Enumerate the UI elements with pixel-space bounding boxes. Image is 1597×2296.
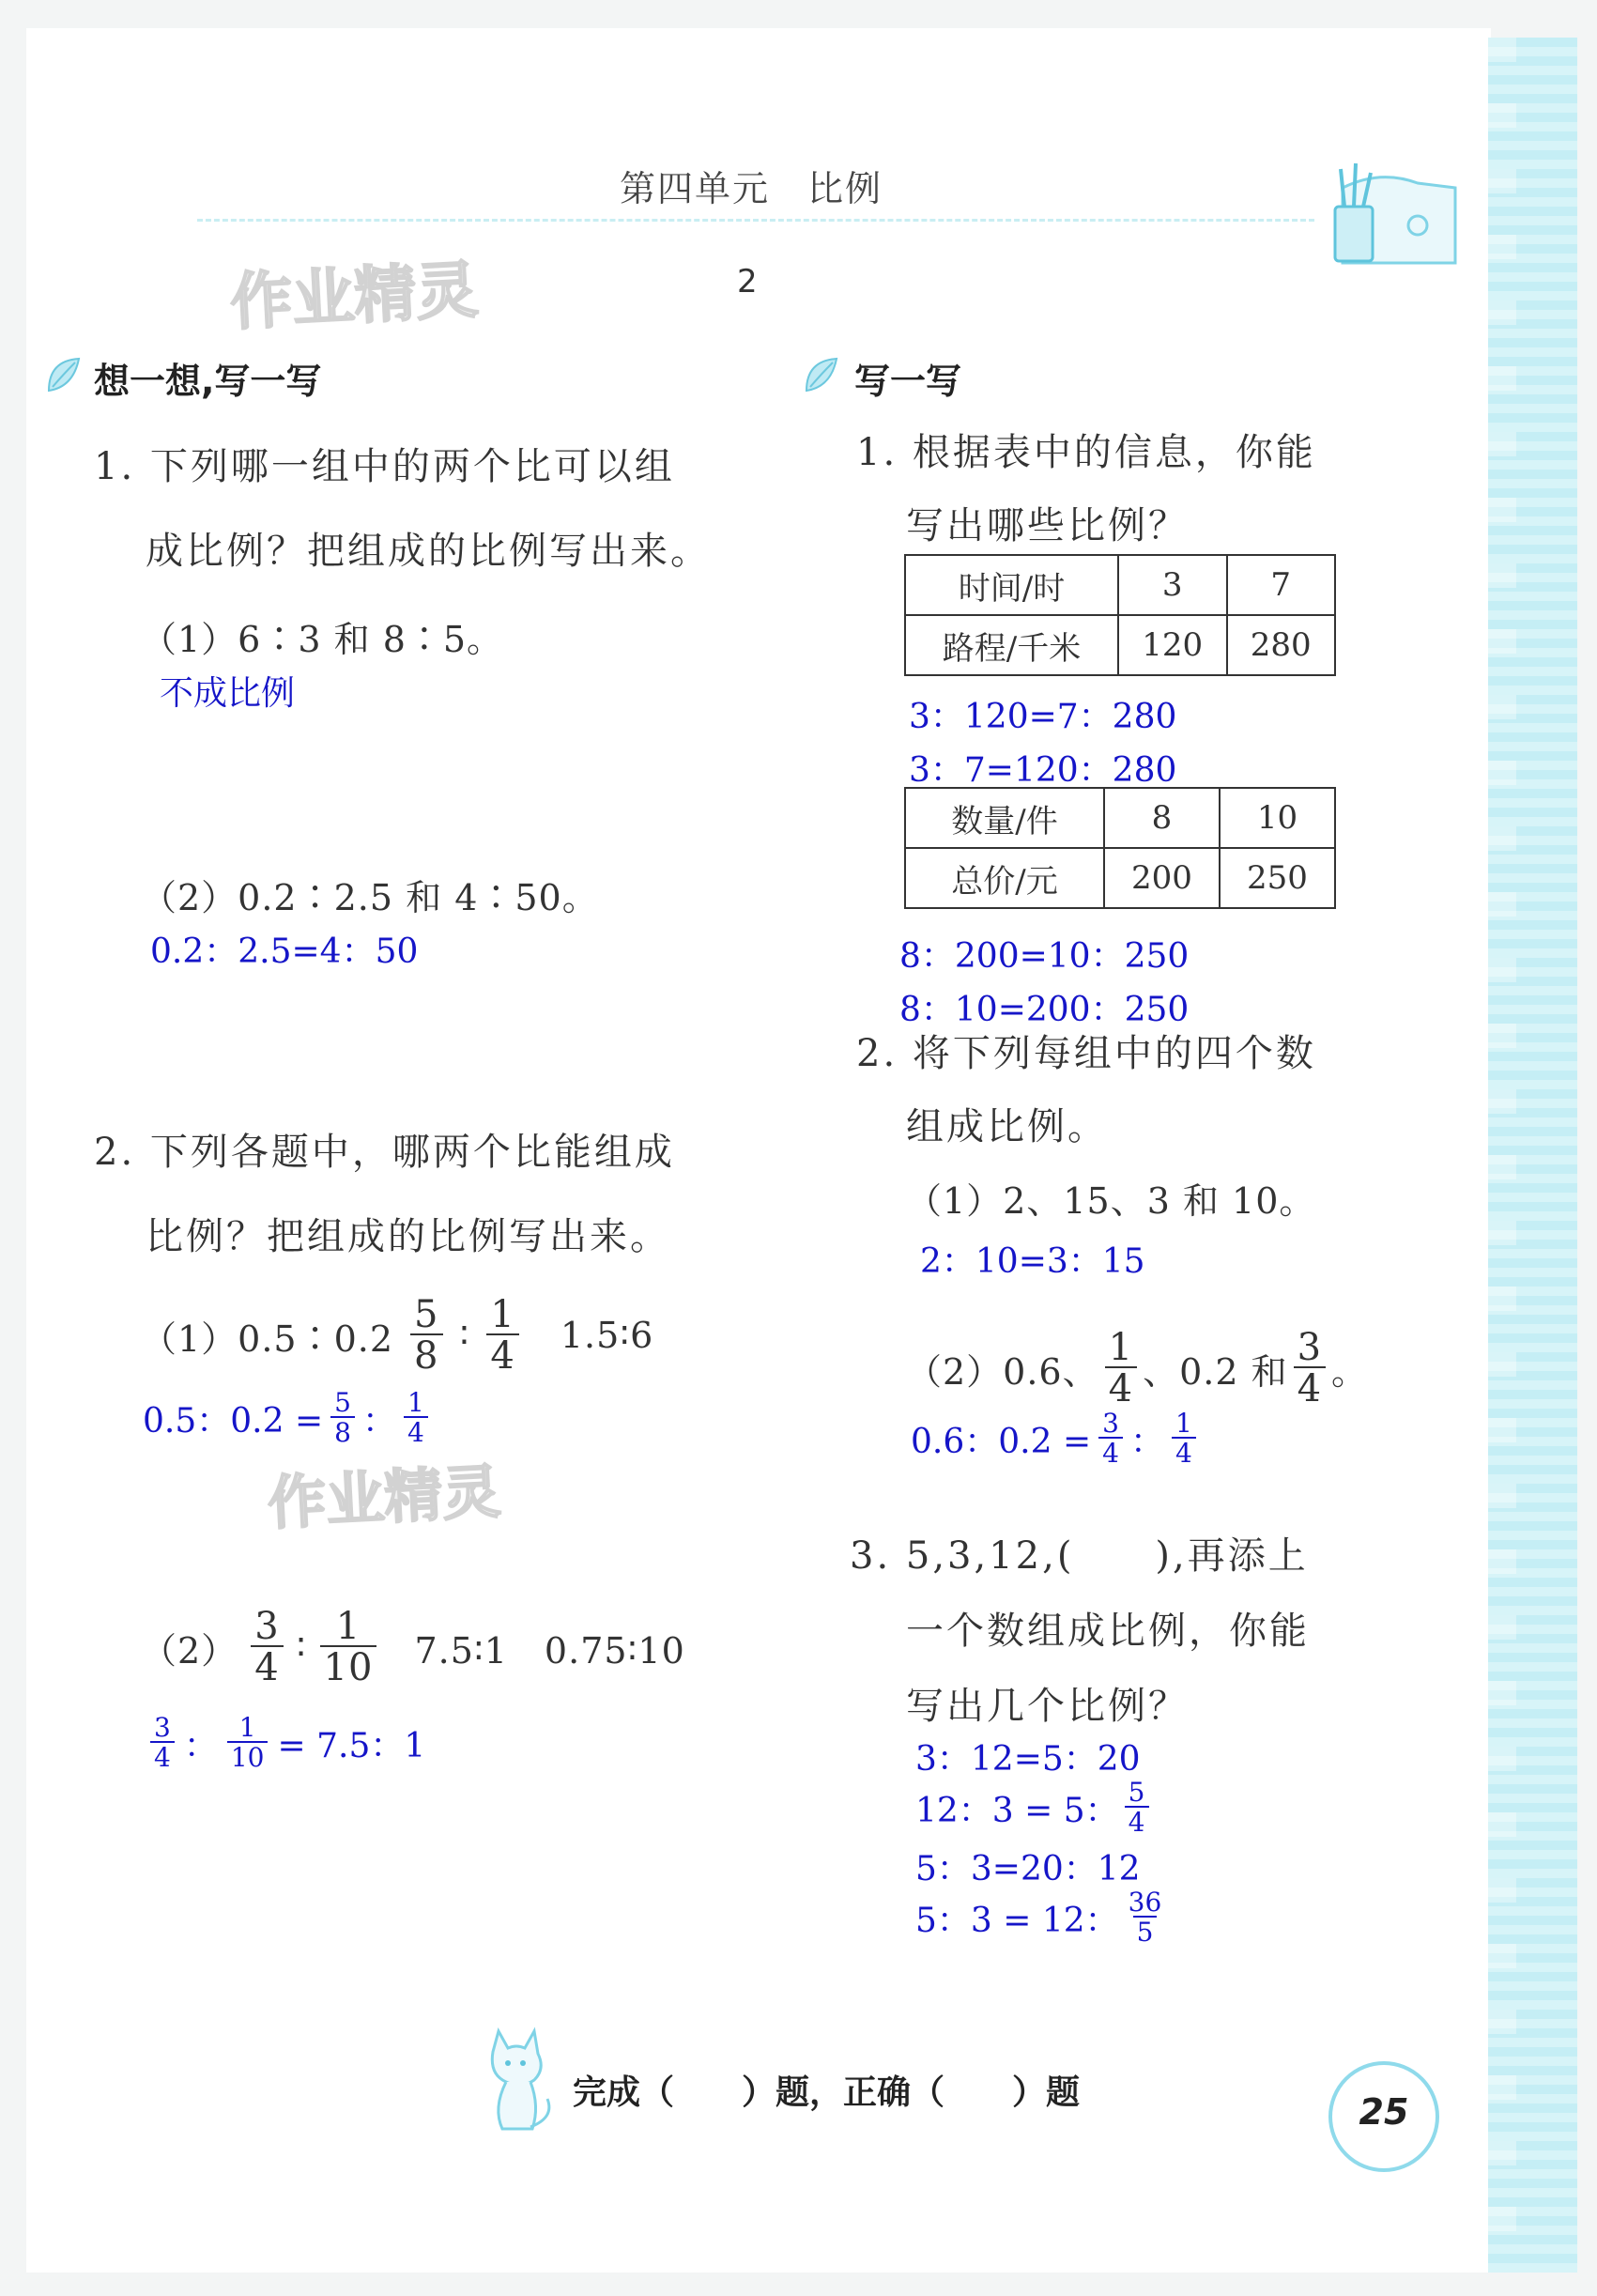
answer-1-1: 不成比例	[160, 674, 296, 713]
r-question-1-line2: 写出哪些比例？	[906, 504, 1189, 547]
answer-text: 12：3 = 5：	[915, 1791, 1119, 1830]
fraction: $\frac{1}{10}$	[320, 1608, 377, 1687]
table-cell: 7	[1227, 555, 1336, 615]
table-row	[905, 788, 1335, 848]
table-cell: 数量/件	[905, 788, 1104, 848]
table-cell: 总价/元	[905, 848, 1104, 908]
colon: ∶	[459, 1315, 470, 1356]
header-divider	[197, 219, 1314, 222]
question-1-part2: （2）0.2∶2.5 和 4∶50。	[141, 877, 599, 918]
r-q2-p2-pre: （2）0.6、	[906, 1350, 1099, 1393]
table-row	[905, 555, 1335, 615]
table-cell: 8	[1104, 788, 1220, 848]
leaf-icon	[45, 355, 83, 398]
r-question-3-line2: 一个数组成比例，你能	[906, 1610, 1310, 1653]
answer-r3-4	[915, 1889, 1165, 1946]
unit-title: 第四单元 比例	[620, 168, 883, 209]
fraction: $\frac{1}{4}$	[486, 1296, 518, 1375]
answer-r2-1: 2：10=3：15	[920, 1242, 1145, 1281]
fraction: $\frac{5}{8}$	[410, 1296, 442, 1375]
data-table-time-distance	[904, 554, 1336, 676]
q2-p1-label: （1）0.5∶0.2	[141, 1318, 394, 1360]
page-number: 25	[1359, 2091, 1409, 2133]
data-table-quantity-price	[904, 787, 1336, 909]
answer-r1-1: 3：120=7：280	[909, 698, 1177, 736]
table-row	[905, 615, 1335, 675]
colon: ∶	[296, 1626, 307, 1668]
page-number-badge	[1328, 2061, 1439, 2172]
r-question-2-line1: 2. 将下列每组中的四个数	[856, 1032, 1316, 1075]
watermark-stamp: 作业精灵	[266, 1456, 503, 1538]
colon: ：	[1129, 1422, 1164, 1461]
section-title-left: 想一想,写一写	[94, 361, 322, 402]
answer-text: = 7.5：1	[277, 1726, 426, 1765]
pencil-cup-illustration	[1324, 150, 1465, 276]
answer-text: 5：3 = 12：	[915, 1901, 1119, 1940]
table-cell: 280	[1227, 615, 1336, 675]
r-question-1-line1: 1. 根据表中的信息，你能	[856, 431, 1316, 474]
fraction: $\frac{3}{4}$	[251, 1608, 283, 1687]
table-cell: 路程/千米	[905, 615, 1118, 675]
fraction: $\frac{5}{4}$	[1125, 1780, 1149, 1836]
colon: ：	[183, 1726, 218, 1765]
fraction: $\frac{3}{4}$	[150, 1715, 175, 1771]
question-1-line2: 成比例？把组成的比例写出来。	[146, 530, 711, 573]
table-cell: 3	[1118, 555, 1227, 615]
table-cell: 250	[1220, 848, 1335, 908]
answer-2-1	[143, 1387, 428, 1448]
question-2-line2: 比例？把组成的比例写出来。	[146, 1215, 670, 1258]
completion-tally: 完成（ ）题，正确（ ）题	[573, 2073, 1081, 2112]
unit-number: 2	[737, 263, 758, 300]
answer-text: 0.6：0.2 =	[911, 1422, 1092, 1461]
fraction: $\frac{3}{4}$	[1294, 1329, 1326, 1408]
watermark-stamp: 作业精灵	[228, 254, 481, 339]
answer-r1-3: 8：200=10：250	[899, 937, 1190, 976]
answer-r1-2: 3：7=120：280	[909, 751, 1177, 790]
answer-2-2	[150, 1712, 426, 1773]
answer-r2-2	[911, 1410, 1196, 1467]
question-1-part1: （1）6∶3 和 8∶5。	[141, 619, 504, 660]
r-question-3-line1: 3. 5,3,12,( ),再添上	[850, 1534, 1309, 1578]
table-cell: 200	[1104, 848, 1220, 908]
answer-r3-3: 5：3=20：12	[915, 1850, 1141, 1888]
question-2-line1: 2. 下列各题中，哪两个比能组成	[94, 1131, 675, 1174]
q2-p2-label: （2）	[141, 1629, 238, 1672]
colon: ：	[361, 1401, 396, 1441]
r-question-3-line3: 写出几个比例？	[906, 1685, 1189, 1728]
r-question-2-line2: 组成比例。	[906, 1105, 1108, 1148]
answer-r3-1: 3：12=5：20	[915, 1740, 1141, 1779]
question-1-line1: 1. 下列哪一组中的两个比可以组	[94, 445, 675, 488]
answer-r3-2	[915, 1777, 1149, 1838]
table-row	[905, 848, 1335, 908]
r-question-2-part1: （1）2、15、3 和 10。	[906, 1180, 1316, 1222]
table-cell: 120	[1118, 615, 1227, 675]
fraction: $\frac{3}{4}$	[1098, 1410, 1123, 1467]
q2-p1-tail: 1.5∶6	[560, 1315, 654, 1356]
answer-text: 0.5：0.2 =	[143, 1401, 324, 1441]
fraction: $\frac{5}{8}$	[330, 1390, 355, 1446]
r-q2-p2-post: 。	[1331, 1350, 1369, 1393]
cat-mascot-illustration	[465, 2024, 559, 2140]
table-cell: 10	[1220, 788, 1335, 848]
leaf-icon	[803, 355, 840, 398]
decorative-side-strip	[1488, 38, 1577, 2273]
answer-1-2: 0.2：2.5=4：50	[150, 932, 419, 971]
section-title-right: 写一写	[854, 361, 962, 402]
answer-r1-4: 8：10=200：250	[899, 991, 1190, 1029]
question-2-part2	[141, 1605, 685, 1689]
fraction: $\frac{36}{5}$	[1128, 1887, 1162, 1948]
fraction: $\frac{1}{4}$	[404, 1390, 428, 1446]
fraction: $\frac{1}{4}$	[1105, 1329, 1137, 1408]
fraction: $\frac{1}{4}$	[1172, 1410, 1196, 1467]
fraction: $\frac{1}{10}$	[227, 1715, 269, 1771]
r-question-2-part2	[906, 1326, 1369, 1410]
question-2-part1	[141, 1293, 654, 1378]
table-cell: 时间/时	[905, 555, 1118, 615]
q2-p2-tail: 7.5∶1 0.75∶10	[414, 1629, 685, 1672]
r-q2-p2-mid: 、0.2 和	[1143, 1350, 1288, 1393]
